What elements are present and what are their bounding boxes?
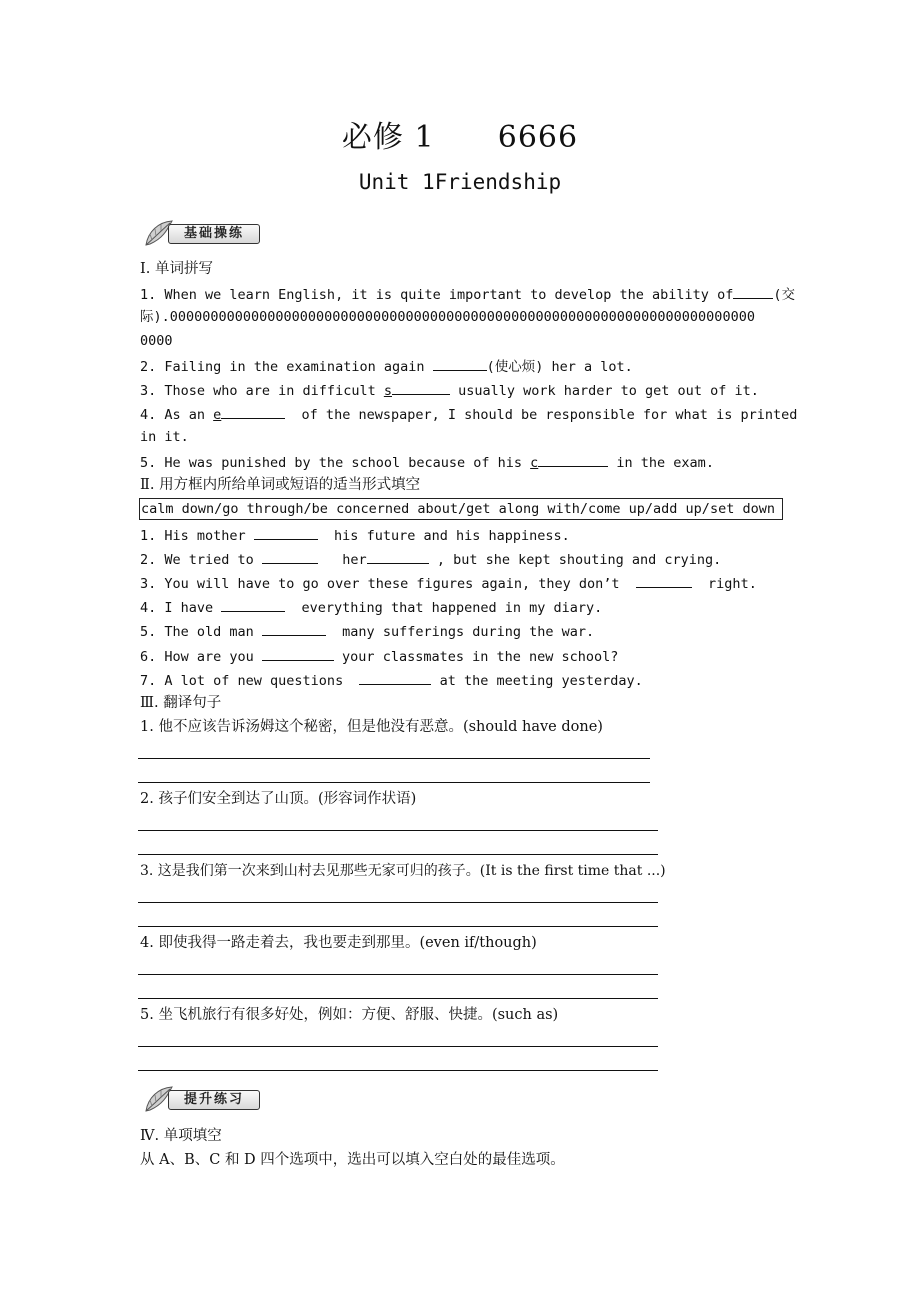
s2-q3-blank[interactable]	[636, 573, 692, 588]
s3-q3: 3. 这是我们第一次来到山村去见那些无家可归的孩子。(It is the first time that ...)	[140, 863, 666, 879]
advanced-practice-badge	[142, 1084, 258, 1110]
s3-q5-answer-line-1[interactable]	[138, 1046, 658, 1047]
s3-q3-answer-line-1[interactable]	[138, 902, 658, 903]
s2-q1-text-b: his future and his happiness.	[317, 528, 570, 544]
s1-q1-text-b: (交	[773, 287, 795, 303]
s3-q4-answer-line-1[interactable]	[138, 974, 658, 975]
s1-q1-line3: 0000	[140, 333, 173, 349]
s1-q3-blank[interactable]	[392, 380, 450, 395]
s3-q1-answer-line-2[interactable]	[138, 782, 650, 783]
s2-q7-text-a: 7. A lot of new questions	[140, 673, 360, 689]
s2-q6-text-b: your classmates in the new school?	[333, 649, 619, 665]
s1-q2	[140, 356, 633, 376]
s2-q2	[140, 549, 721, 569]
s1-q1-text-a: 1. When we learn English, it is quite important to develop the ability of	[140, 287, 734, 303]
s1-q3	[140, 380, 759, 400]
word-box: calm down/go through/be concerned about/get along with/come up/add up/set down	[139, 498, 783, 520]
s1-q5	[140, 452, 714, 472]
s1-q3-hint: s	[383, 383, 392, 399]
section4-instruction: 从 A、B、C 和 D 四个选项中，选出可以填入空白处的最佳选项。	[140, 1152, 565, 1168]
s2-q2-text-b: her	[317, 552, 367, 568]
s1-q1-blank[interactable]	[733, 284, 773, 299]
s2-q1-blank[interactable]	[254, 525, 318, 540]
s1-q4-text-b: of the newspaper, I should be responsible for what is printed	[285, 407, 798, 423]
s3-q5-answer-line-2[interactable]	[138, 1070, 658, 1071]
s1-q3-text-a: 3. Those who are in difficult	[140, 383, 384, 399]
s2-q1-text-a: 1. His mother	[140, 528, 254, 544]
s1-q1-line2: 际).000000000000000000000000000000000000000000000000000000000000000000000000	[140, 309, 755, 325]
page-subtitle: Unit 1Friendship	[358, 170, 562, 194]
s1-q5-hint: c	[530, 455, 539, 471]
s1-q4-line2: in it.	[140, 429, 189, 445]
s3-q2-answer-line-1[interactable]	[138, 830, 658, 831]
s2-q4-text-a: 4. I have	[140, 600, 222, 616]
s2-q3-text-b: right.	[691, 576, 757, 592]
s1-q2-text-b: (使心烦) her a lot.	[486, 359, 633, 375]
s1-q5-text-a: 5. He was punished by the school because of his	[140, 455, 531, 471]
section4-heading: Ⅳ. 单项填空	[140, 1128, 222, 1144]
s2-q4	[140, 597, 602, 617]
advanced-practice-label: 提升练习	[168, 1090, 260, 1110]
s2-q4-blank[interactable]	[221, 597, 285, 612]
s3-q3-answer-line-2[interactable]	[138, 926, 658, 927]
section3-heading: Ⅲ. 翻译句子	[140, 695, 222, 711]
s3-q4: 4. 即使我得一路走着去，我也要走到那里。(even if/though)	[140, 935, 537, 951]
basic-practice-badge	[142, 218, 258, 244]
s3-q4-answer-line-2[interactable]	[138, 998, 658, 999]
s2-q7	[140, 670, 643, 690]
s2-q5-text-a: 5. The old man	[140, 624, 262, 640]
s1-q3-text-b: usually work harder to get out of it.	[449, 383, 759, 399]
s2-q1	[140, 525, 570, 545]
s2-q3	[140, 573, 757, 593]
s3-q2-answer-line-2[interactable]	[138, 854, 658, 855]
s1-q5-text-b: in the exam.	[608, 455, 714, 471]
s2-q5-text-b: many sufferings during the war.	[325, 624, 595, 640]
s3-q1: 1. 他不应该告诉汤姆这个秘密，但是他没有恶意。(should have done)	[140, 719, 603, 735]
s1-q2-blank[interactable]	[433, 356, 487, 371]
s2-q7-text-b: at the meeting yesterday.	[431, 673, 643, 689]
section2-heading: Ⅱ. 用方框内所给单词或短语的适当形式填空	[140, 477, 421, 493]
s2-q2-blank-1[interactable]	[262, 549, 318, 564]
s2-q5	[140, 621, 594, 641]
s1-q2-text-a: 2. Failing in the examination again	[140, 359, 433, 375]
s2-q6	[140, 646, 618, 666]
s1-q4-blank[interactable]	[221, 404, 285, 419]
s1-q5-blank[interactable]	[538, 452, 608, 467]
s3-q2: 2. 孩子们安全到达了山顶。(形容词作状语)	[140, 791, 417, 807]
s2-q2-blank-2[interactable]	[367, 549, 429, 564]
s1-q4-text-a: 4. As an	[140, 407, 214, 423]
s2-q6-text-a: 6. How are you	[140, 649, 262, 665]
s3-q1-answer-line-1[interactable]	[138, 758, 650, 759]
s1-q4	[140, 404, 797, 424]
s2-q4-text-b: everything that happened in my diary.	[285, 600, 603, 616]
section1-heading: Ⅰ. 单词拼写	[140, 261, 213, 277]
s2-q5-blank[interactable]	[262, 621, 326, 636]
s2-q2-text-a: 2. We tried to	[140, 552, 262, 568]
s1-q4-hint: e	[213, 407, 222, 423]
s1-q1-line1	[140, 284, 795, 304]
page-title: 必修 1 6666	[341, 120, 579, 155]
s3-q5: 5. 坐飞机旅行有很多好处，例如：方便、舒服、快捷。(such as)	[140, 1007, 559, 1023]
s2-q2-text-c: , but she kept shouting and crying.	[428, 552, 722, 568]
s2-q6-blank[interactable]	[262, 646, 334, 661]
basic-practice-label: 基础操练	[168, 224, 260, 244]
s2-q3-text-a: 3. You will have to go over these figures again, they don’t	[140, 576, 636, 592]
s2-q7-blank[interactable]	[359, 670, 431, 685]
